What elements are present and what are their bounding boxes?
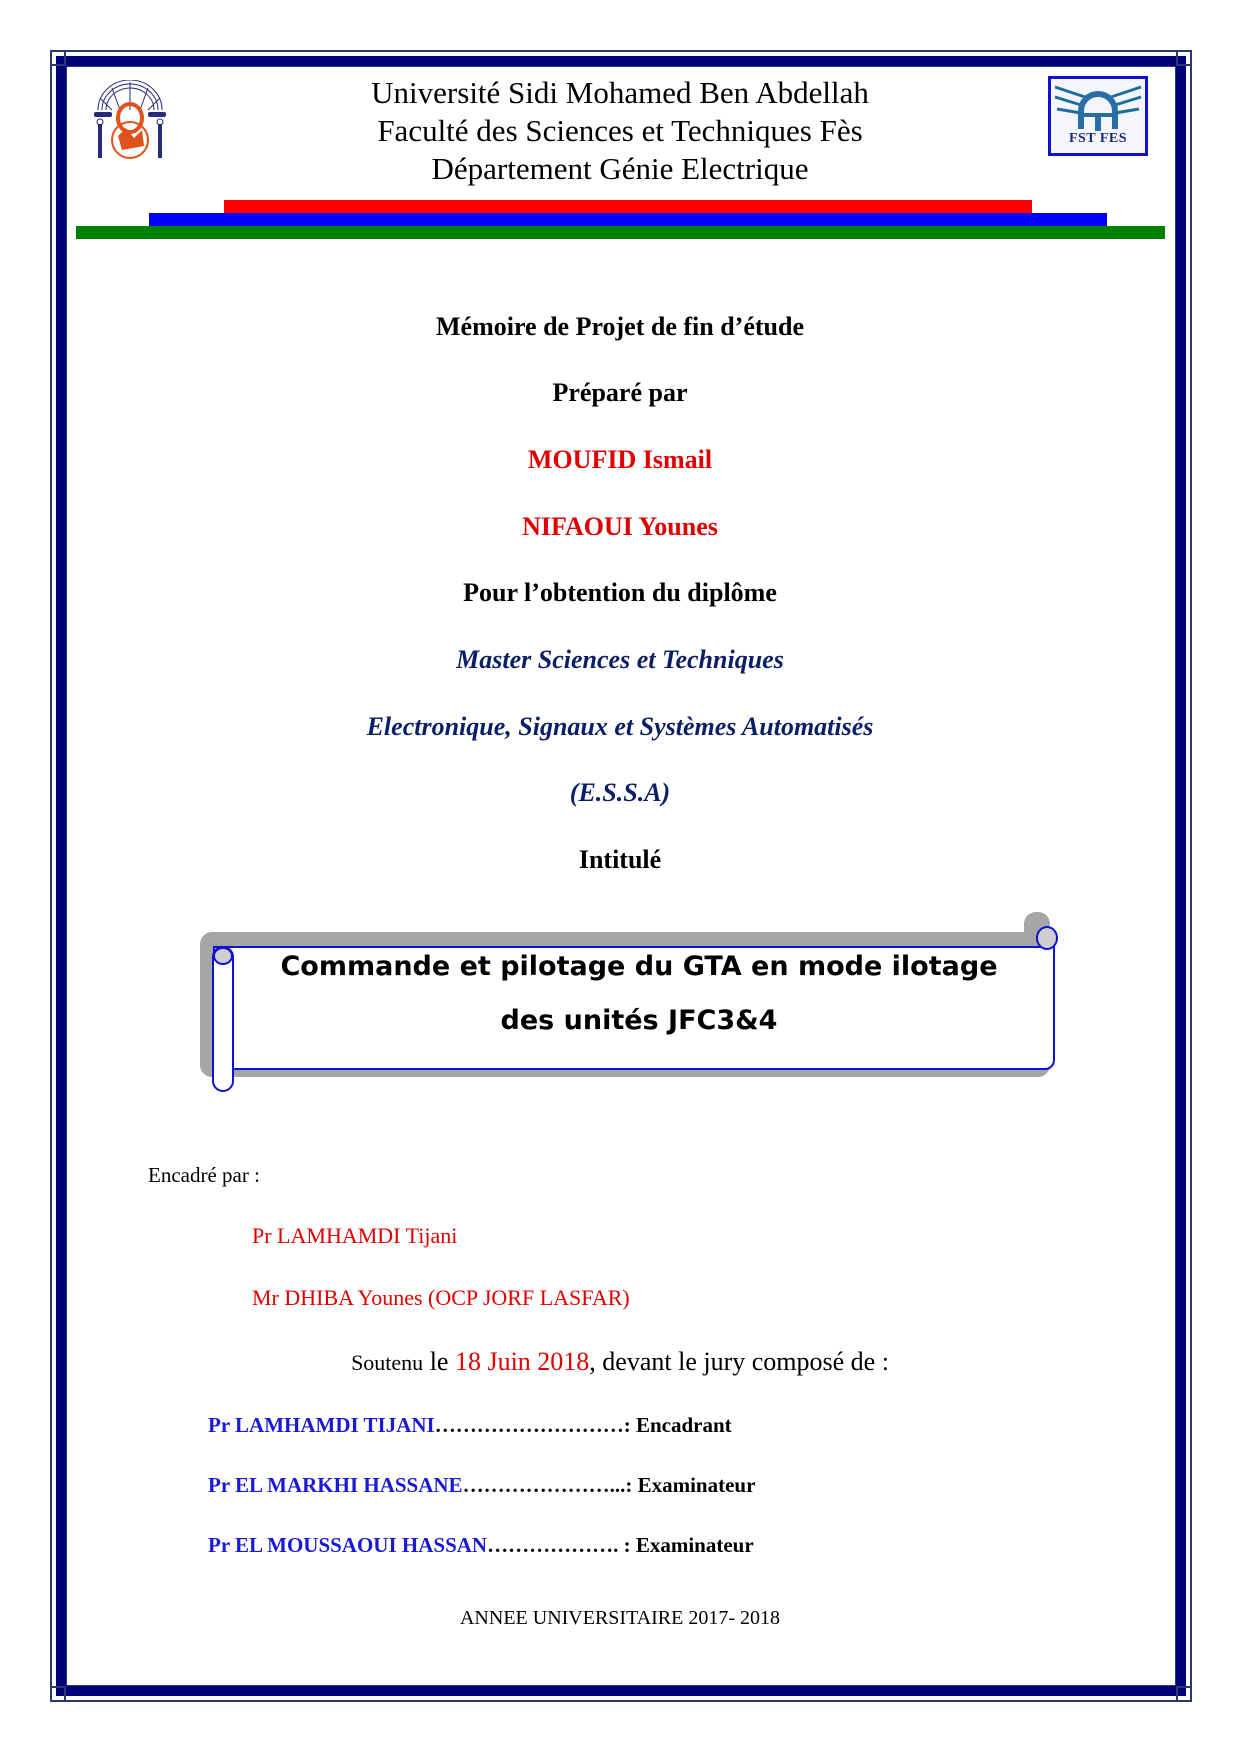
- academic-year: ANNEE UNIVERSITAIRE 2017- 2018: [459, 1607, 781, 1629]
- jury-member-role: : Examinateur: [625, 1473, 756, 1497]
- defense-statement: [150, 1346, 1090, 1379]
- degree-name: Master Sciences et Techniques: [456, 645, 784, 674]
- scroll-roll-left: [212, 946, 234, 1092]
- supervisor-2: Mr DHIBA Younes (OCP JORF LASFAR): [252, 1285, 630, 1310]
- faculty-name: Faculté des Sciences et Techniques Fès: [377, 113, 863, 148]
- thesis-title-line-2: des unités JFC3&4: [500, 1005, 778, 1036]
- frame-corner-br: [1176, 1686, 1192, 1702]
- supervisor-1: Pr LAMHAMDI Tijani: [252, 1223, 458, 1248]
- specialty-abbreviation: (E.S.S.A): [569, 778, 671, 807]
- university-name: Université Sidi Mohamed Ben Abdellah: [371, 75, 869, 110]
- defense-prefix: le: [423, 1347, 455, 1376]
- memoire-title: Mémoire de Projet de fin d’étude: [436, 312, 804, 341]
- jury-member: [208, 1532, 754, 1558]
- specialty-name: Electronique, Signaux et Systèmes Automatisés: [366, 712, 874, 741]
- jury-member-dots: ………………………: [434, 1413, 624, 1437]
- jury-member-name: Pr LAMHAMDI TIJANI: [208, 1413, 435, 1437]
- scroll-roll-right: [1036, 926, 1058, 950]
- jury-member-dots: …………………...: [462, 1473, 626, 1497]
- header-bar-blue: [149, 213, 1107, 226]
- jury-member-name: Pr EL MARKHI HASSANE: [208, 1473, 463, 1497]
- author-2: NIFAOUI Younes: [522, 512, 718, 541]
- supervised-by-label: Encadré par :: [148, 1163, 260, 1187]
- defense-suffix: , devant le jury composé de :: [589, 1347, 889, 1376]
- jury-member: [208, 1472, 755, 1498]
- fst-fes-logo-text: FST FES: [1068, 131, 1128, 146]
- page-frame-inner: [66, 66, 1176, 1686]
- university-emblem-icon: [92, 80, 168, 160]
- jury-member: [208, 1412, 732, 1438]
- jury-member-role: : Encadrant: [623, 1413, 732, 1437]
- fst-fes-logo: [1048, 76, 1148, 156]
- jury-member-role: : Examinateur: [623, 1533, 754, 1557]
- scroll-roll-left-cap: [213, 947, 233, 965]
- header-bar-green: [76, 226, 1165, 239]
- defense-date: 18 Juin 2018: [454, 1347, 590, 1376]
- intitule-label: Intitulé: [578, 845, 662, 874]
- frame-corner-tl: [50, 50, 66, 66]
- jury-member-dots: ……………….: [487, 1533, 624, 1557]
- author-1: MOUFID Ismail: [527, 445, 713, 474]
- thesis-title-line-1: Commande et pilotage du GTA en mode ilotage: [280, 951, 998, 982]
- defense-prefix-small: Soutenu: [351, 1350, 424, 1375]
- header-bar-red: [224, 200, 1032, 213]
- prepared-by-label: Préparé par: [552, 378, 688, 407]
- frame-corner-bl: [50, 1686, 66, 1702]
- department-name: Département Génie Electrique: [431, 151, 809, 186]
- jury-member-name: Pr EL MOUSSAOUI HASSAN: [208, 1533, 488, 1557]
- frame-corner-tr: [1176, 50, 1192, 66]
- diploma-label: Pour l’obtention du diplôme: [463, 578, 777, 607]
